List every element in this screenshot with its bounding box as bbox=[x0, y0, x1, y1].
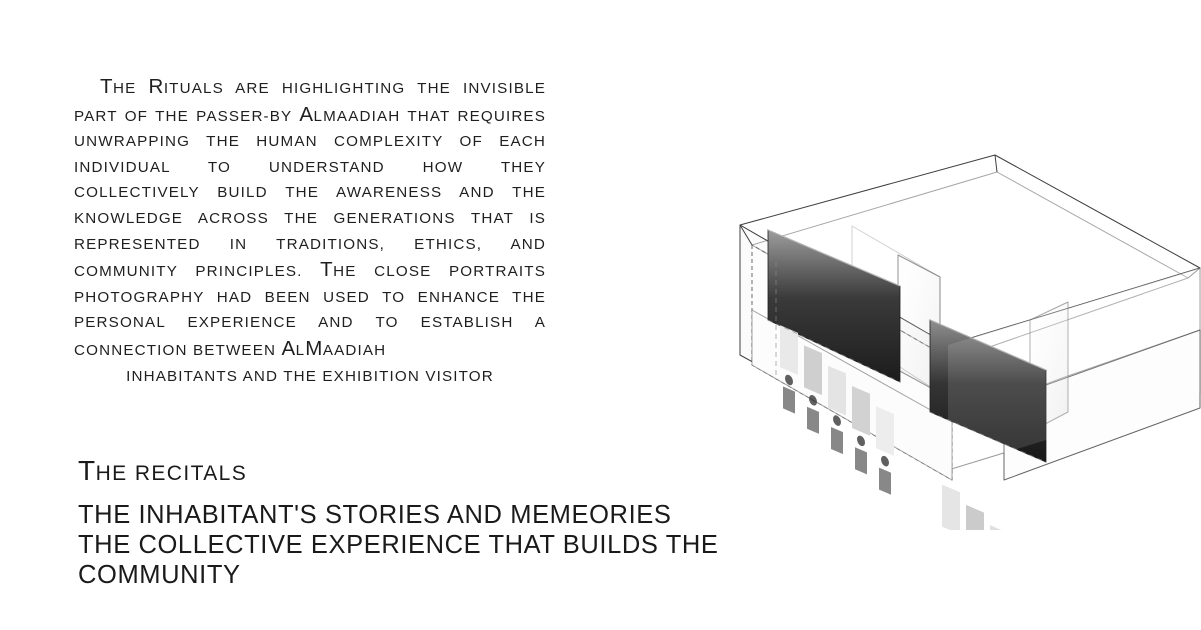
heading-text: HE RECITALS bbox=[95, 462, 248, 485]
paragraph-last-line: INHABITANTS AND THE EXHIBITION VISITOR bbox=[126, 367, 494, 385]
drop-cap-m: M bbox=[305, 336, 323, 360]
portrait-frames-right bbox=[942, 485, 1032, 530]
drop-cap-t: T bbox=[100, 75, 114, 98]
drop-cap-r: R bbox=[148, 75, 164, 98]
heading-drop-cap: T bbox=[78, 455, 96, 486]
paragraph-segment-5: AADIAH bbox=[322, 341, 387, 359]
pavilion-diagram-svg bbox=[600, 150, 1201, 530]
paragraph-segment-1: ITUALS ARE HIGHLIGHTING THE INVISIBLE PART OF THE PASSER-BY bbox=[74, 80, 546, 125]
subheading-line-1: THE INHABITANT'S STORIES AND MEMEORIES bbox=[78, 501, 672, 529]
subheading-line-2: THE COLLECTIVE EXPERIENCE THAT BUILDS THE bbox=[78, 531, 719, 559]
drop-cap-t-the: T bbox=[320, 258, 334, 282]
paragraph-segment-3: HE CLOSE PORTRAITS PHOTOGRAPHY HAD BEEN USED TO ENHANCE THE PERSONAL EXPERIENCE AND TO ESTABLISH A CONNECTION BETWEEN bbox=[74, 263, 546, 359]
drop-cap-a-almaadiah: A bbox=[299, 102, 314, 126]
section-heading bbox=[78, 455, 247, 487]
intro-paragraph bbox=[74, 74, 546, 389]
paragraph-he: HE bbox=[113, 80, 149, 97]
paragraph-segment-4: L bbox=[295, 341, 306, 359]
paragraph-segment-2: LMAADIAH THAT REQUIRES UNWRAPPING THE HUMAN COMPLEXITY OF EACH INDIVIDUAL TO UNDERSTAND HOW THEY COLLECTIVELY BUILD THE AWARENESS AND THE KNOWLEDGE ACROSS THE GENERATIONS THAT IS REPRESENTED IN TRADITIONS, ETHICS, AND COMMUNITY PRINCIPLES. bbox=[74, 107, 546, 281]
exhibition-axonometric-drawing bbox=[600, 150, 1201, 530]
drop-cap-a-almaadiah-2: A bbox=[281, 336, 296, 360]
subheading-line-3: COMMUNITY bbox=[78, 561, 241, 589]
